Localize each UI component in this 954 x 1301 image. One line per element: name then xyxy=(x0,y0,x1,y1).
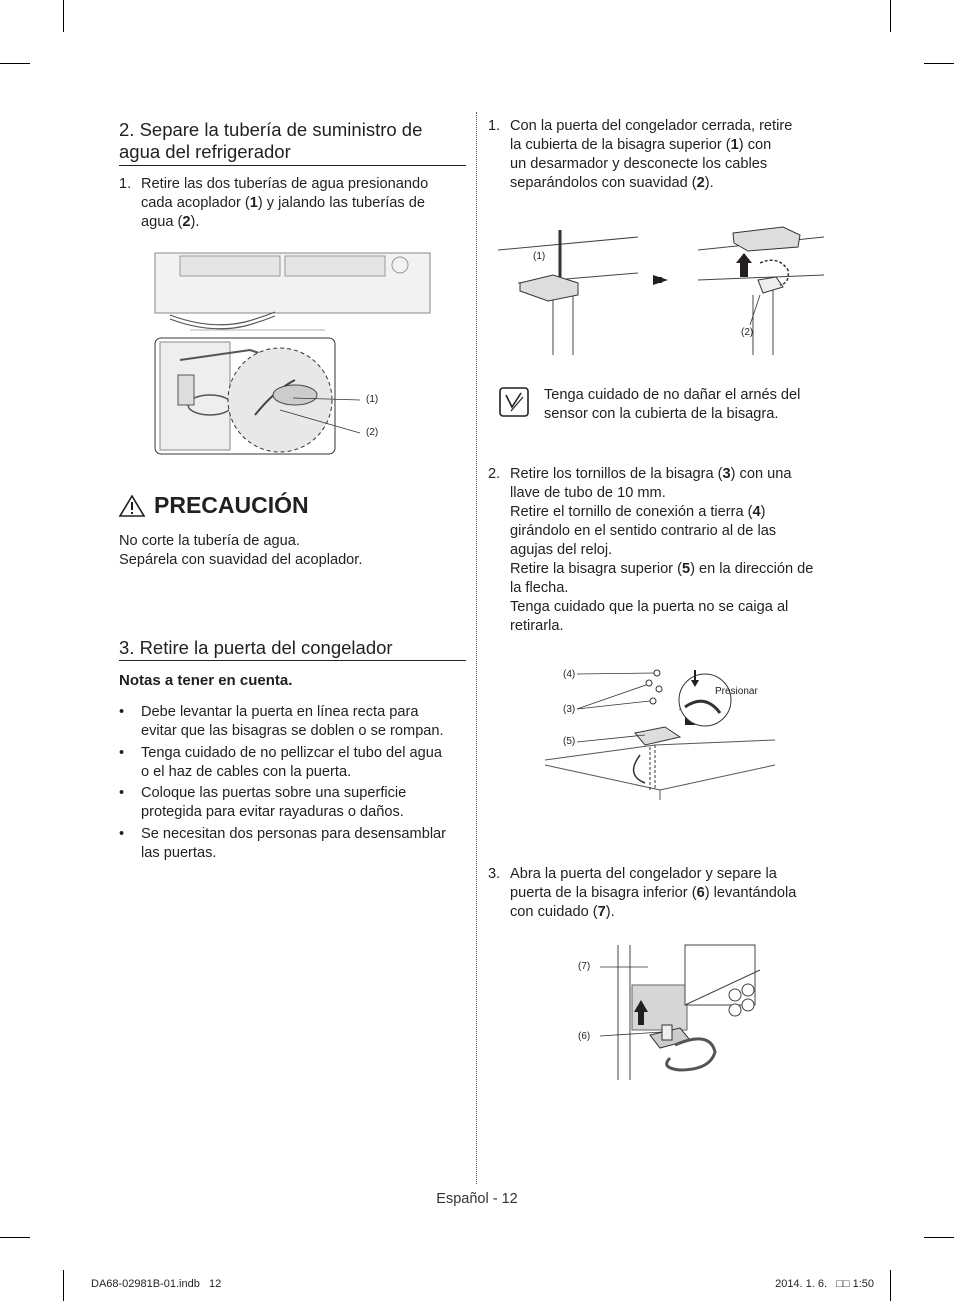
figure-label: Presionar xyxy=(715,686,758,697)
note-line: sensor con la cubierta de la bisagra. xyxy=(544,406,779,422)
step-text: Tenga cuidado que la puerta no se caiga al xyxy=(510,599,789,615)
ref-number: 2 xyxy=(696,175,705,191)
step-text: ). xyxy=(605,904,615,920)
crop-mark xyxy=(0,1237,30,1238)
hinge-cover-figure xyxy=(498,225,828,360)
note-line: Tenga cuidado de no dañar el arnés del xyxy=(544,387,801,403)
section2-underline xyxy=(119,165,466,166)
figure-label: (2) xyxy=(366,427,379,438)
ref-number: 7 xyxy=(597,904,606,920)
step-text: la flecha. xyxy=(510,580,569,596)
bullet-text: Se necesitan dos personas para desensamblar xyxy=(141,826,447,842)
step-text: ) xyxy=(760,504,766,520)
ref-number: 2 xyxy=(182,214,191,230)
step-text: ). xyxy=(704,175,714,191)
bullet-icon: • xyxy=(119,785,125,801)
crop-mark xyxy=(63,1270,64,1301)
section3-title: 3. Retire la puerta del congelador xyxy=(119,637,393,658)
water-pipe-figure xyxy=(150,250,440,460)
caution-title: PRECAUCIÓN xyxy=(154,492,309,518)
section3-underline xyxy=(119,660,466,661)
section2-title-line2: agua del refrigerador xyxy=(119,141,291,162)
crop-mark xyxy=(924,63,954,64)
crop-mark xyxy=(924,1237,954,1238)
ref-number: 1 xyxy=(730,137,739,153)
ref-number: 1 xyxy=(249,195,258,211)
bullet-text: evitar que las bisagras se doblen o se rompan. xyxy=(141,723,444,739)
bullet-text: las puertas. xyxy=(141,845,217,861)
crop-mark xyxy=(0,63,30,64)
list-item xyxy=(119,703,469,744)
step-text: agujas del reloj. xyxy=(510,542,613,558)
step-number: 1. xyxy=(488,118,501,134)
figure-label: (1) xyxy=(533,251,546,262)
step-number: 1. xyxy=(119,176,132,192)
list-item xyxy=(119,744,469,784)
section2-title xyxy=(119,119,469,163)
footer-date: 2014. 1. 6. □□ 1:50 xyxy=(775,1278,874,1290)
crop-mark xyxy=(890,1270,891,1301)
figure-label: (1) xyxy=(366,394,379,405)
page-number: Español - 12 xyxy=(436,1191,518,1207)
step-text: Retire la bisagra superior ( xyxy=(510,561,682,577)
caution-line: No corte la tubería de agua. xyxy=(119,533,300,549)
step-text: ) y jalando las tuberías de xyxy=(257,195,425,211)
figure-label: (6) xyxy=(578,1031,591,1042)
step-text: Abra la puerta del congelador y separe la xyxy=(510,866,777,882)
bullet-text: Debe levantar la puerta en línea recta para xyxy=(141,704,419,720)
ref-number: 5 xyxy=(681,561,691,577)
crop-mark xyxy=(63,0,64,32)
note-icon xyxy=(499,387,529,417)
figure-label: (3) xyxy=(563,704,576,715)
footer-file: DA68-02981B-01.indb 12 xyxy=(91,1278,222,1290)
step-number: 2. xyxy=(488,466,501,482)
step-number: 3. xyxy=(488,866,501,882)
figure-label: (2) xyxy=(741,327,754,338)
ref-number: 3 xyxy=(722,466,731,482)
figure-label: (4) xyxy=(563,669,576,680)
note-text xyxy=(544,386,844,424)
list-item xyxy=(119,825,469,865)
step-text: Con la puerta del congelador cerrada, retire xyxy=(510,118,793,134)
bullet-icon: • xyxy=(119,826,125,842)
warning-triangle-icon xyxy=(119,495,145,517)
step-text: ). xyxy=(190,214,200,230)
ref-number: 6 xyxy=(696,885,705,901)
step-text: separándolos con suavidad ( xyxy=(510,175,697,191)
step-text: cada acoplador ( xyxy=(141,195,250,211)
bottom-hinge-figure xyxy=(600,940,765,1085)
step-text: ) levantándola xyxy=(704,885,797,901)
step-text: Retire las dos tuberías de agua presionando xyxy=(141,176,429,192)
step-text: con cuidado ( xyxy=(510,904,598,920)
step-text: Retire el tornillo de conexión a tierra ( xyxy=(510,504,753,520)
bullet-icon: • xyxy=(119,745,125,761)
figure-label: (5) xyxy=(563,736,576,747)
crop-mark xyxy=(890,0,891,32)
step-text: agua ( xyxy=(141,214,183,230)
bullet-text: o el haz de cables con la puerta. xyxy=(141,764,352,780)
notes-title: Notas a tener en cuenta. xyxy=(119,672,293,689)
bullet-text: Coloque las puertas sobre una superficie xyxy=(141,785,407,801)
step-text: ) con xyxy=(738,137,772,153)
step-text: un desarmador y desconecte los cables xyxy=(510,156,768,172)
ref-number: 4 xyxy=(752,504,761,520)
bullet-icon: • xyxy=(119,704,125,720)
step-text: Retire los tornillos de la bisagra ( xyxy=(510,466,723,482)
step-text: puerta de la bisagra inferior ( xyxy=(510,885,697,901)
step-text: retirarla. xyxy=(510,618,564,634)
bullet-text: protegida para evitar rayaduras o daños. xyxy=(141,804,404,820)
notes-list xyxy=(119,703,469,865)
step-text: la cubierta de la bisagra superior ( xyxy=(510,137,731,153)
figure-label: (7) xyxy=(578,961,591,972)
section2-title-line1: 2. Separe la tubería de suministro de xyxy=(119,119,423,140)
caution-text xyxy=(119,532,469,570)
step-text: ) en la dirección de xyxy=(690,561,814,577)
caution-line: Sepárela con suavidad del acoplador. xyxy=(119,552,363,568)
step-text: ) con una xyxy=(730,466,792,482)
step-text: girándolo en el sentido contrario al de las xyxy=(510,523,777,539)
column-divider xyxy=(476,112,477,1184)
list-item xyxy=(119,784,469,825)
bullet-text: Tenga cuidado de no pellizcar el tubo del agua xyxy=(141,745,443,761)
step-text: llave de tubo de 10 mm. xyxy=(510,485,666,501)
